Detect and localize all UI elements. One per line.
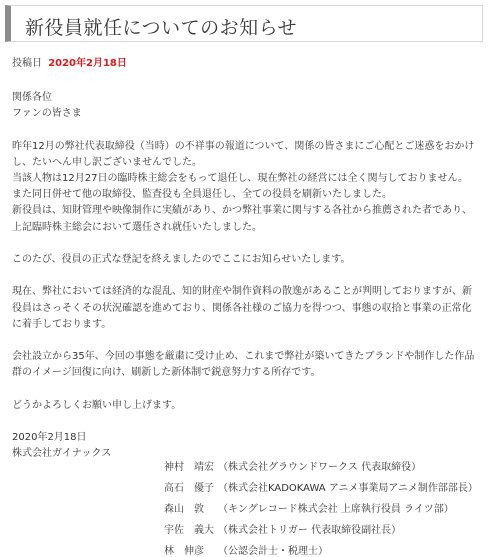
paragraph-line: 役員はさっそくその状況確認を進めており、関係各社様のご協力を得つつ、事態の収拾と事業の正常化 [12, 302, 472, 314]
posted-label: 投稿日 [12, 58, 42, 69]
officer-name: 林 伸彦 [164, 546, 204, 557]
officer-name: 宇佐 義大 [164, 525, 214, 536]
paragraph-line: 上記臨時株主総会において選任され就任いたしました。 [12, 221, 262, 233]
paragraph-line: 新役員は、知財管理や映像制作に実績があり、かつ弊社事業に関与する各社から推薦された者であり、 [12, 205, 472, 217]
paragraph-line: このたび、役員の正式な登記を終えましたのでここにお知らせいたします。 [12, 254, 351, 265]
paragraph-line: また同日併せて他の取締役、監査役も全員退任し、全ての役員を刷新いたしました。 [12, 189, 392, 201]
paragraph-line: 昨年12月の弊社代表取締役（当時）の不祥事の報道について、関係の皆さまにご心配とご迷惑をおかけ [12, 140, 475, 152]
paragraph-line: 会社設立から35年、今回の事態を厳粛に受け止め、これまで弊社が築いてきたブランドや制作した作品 [12, 351, 475, 363]
addressee-line: ファンの皆さま [12, 108, 82, 120]
paragraph-line: 群のイメージ回復に向け、刷新した新体制で鋭意努力する所存です。 [12, 367, 321, 379]
officer-affiliation: （株式会社トリガー 代表取締役副社長） [218, 525, 402, 536]
officer-affiliation: （株式会社KADOKAWA アニメ事業局アニメ制作部部長） [218, 483, 478, 494]
paragraph-line: 当該人物は12月27日の臨時株主総会をもって退任し、現在弊社の経営には全く関与しておりません。 [12, 173, 469, 184]
page-title: 新役員就任についてのお知らせ [25, 17, 298, 39]
officer-affiliation: （キングレコード株式会社 上席執行役員 ライツ部） [218, 504, 454, 515]
paragraph-line: どうかよろしくお願い申し上げます。 [12, 399, 182, 411]
paragraph-line: し、たいへん申し訳ございませんでした。 [12, 156, 202, 168]
officer-name: 高石 優子 [164, 483, 214, 494]
officer-affiliation: （株式会社グラウンドワークス 代表取締役） [218, 462, 422, 473]
signature-company: 株式会社ガイナックス [12, 448, 112, 460]
officer-affiliation: （公認会計士・税理士） [218, 546, 328, 557]
title-bar [5, 5, 483, 42]
signature-date: 2020年2月18日 [12, 432, 87, 444]
addressee-line: 関係各位 [12, 92, 52, 103]
paragraph-line: に着手しております。 [12, 318, 112, 330]
officer-name: 神村 靖宏 [164, 462, 214, 473]
posted-date: 2020年2月18日 [48, 58, 127, 69]
paragraph-line: 現在、弊社においては経済的な混乱、知的財産や制作資料の散逸があることが判明しておりますが、新 [12, 286, 472, 298]
announcement-body [12, 90, 482, 463]
posted-date-line [12, 54, 127, 69]
officer-name: 森山 敦 [164, 504, 204, 515]
